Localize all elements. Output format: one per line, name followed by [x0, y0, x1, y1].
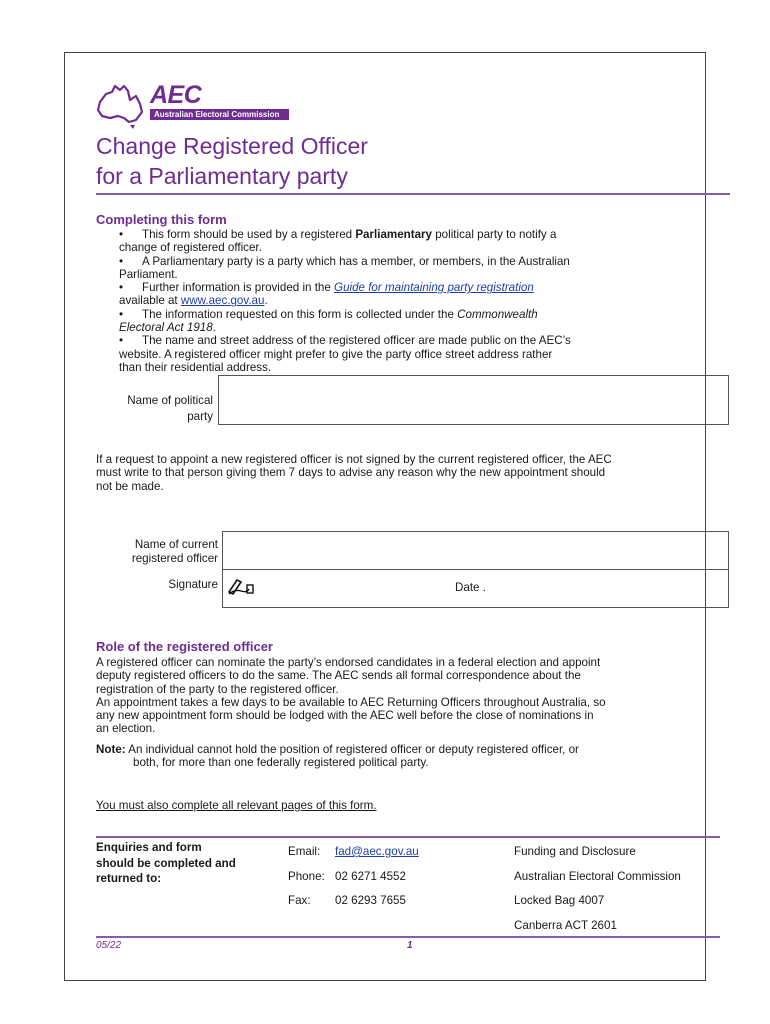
- role-paragraph: A registered officer can nominate the party’s endorsed candidates in a federal election and appoint deputy registered officers to do the same. The AEC sends all formal correspondence about the registration of the party to the registered officer. An appointment takes a few days to be available to AEC Returning Officers throughout Australia, so any new appointment form should be lodged with the AEC well before the close of nominations in an election.: [96, 656, 606, 736]
- current-officer-input[interactable]: [222, 531, 729, 570]
- footer-divider-bottom: [96, 936, 720, 938]
- contact-labels: [288, 840, 325, 914]
- email-label: Email:: [288, 845, 321, 858]
- role-heading: Role of the registered officer: [96, 639, 273, 654]
- list-item: Parliament.: [119, 267, 178, 281]
- logo-acronym: AEC: [150, 81, 202, 109]
- signature-field[interactable]: [222, 569, 729, 608]
- fax-value: 02 6293 7655: [335, 894, 406, 907]
- signature-label: Signature: [168, 578, 218, 591]
- list-item: available at www.aec.gov.au.: [119, 294, 268, 308]
- pen-signature-icon: [227, 576, 255, 596]
- title-line-1: Change Registered Officer: [96, 133, 368, 159]
- notice-paragraph: If a request to appoint a new registered officer is not signed by the current registered officer, the AEC must write to that person giving them 7 days to advise any reason why the new appointment should not be made.: [96, 453, 612, 493]
- list-item: Electoral Act 1918.: [119, 321, 216, 335]
- aec-website-link[interactable]: www.aec.gov.au: [180, 294, 265, 308]
- list-item: • A Parliamentary party is a party which has a member, or members, in the Australian: [119, 254, 570, 268]
- title-line-2: for a Parliamentary party: [96, 163, 348, 189]
- role-note: Note: An individual cannot hold the position of registered officer or deputy registered officer, or both, for more than one federally registered political party.: [96, 743, 579, 770]
- list-item: • The information requested on this form is collected under the Commonwealth: [119, 307, 538, 321]
- australia-map-icon: [96, 82, 146, 130]
- party-name-input[interactable]: [218, 375, 729, 425]
- list-item: • Further information is provided in the Guide for maintaining party registration: [119, 281, 534, 295]
- date-label: Date .: [455, 581, 486, 594]
- phone-label: Phone:: [288, 869, 325, 883]
- form-version: 05/22: [96, 940, 122, 951]
- list-item: change of registered officer.: [119, 241, 262, 255]
- page-title: [96, 131, 368, 191]
- postal-address: Funding and Disclosure Australian Electoral Commission Locked Bag 4007 Canberra ACT 2601: [514, 845, 681, 932]
- page-number: 1: [407, 940, 413, 951]
- logo-name: Australian Electoral Commission: [150, 109, 289, 120]
- enquiries-heading: Enquiries and form should be completed and returned to:: [96, 841, 236, 885]
- list-item: than their residential address.: [119, 360, 272, 374]
- completing-heading: Completing this form: [96, 212, 227, 227]
- current-officer-label: Name of current registered officer: [131, 538, 218, 565]
- contact-values: [335, 840, 419, 914]
- completing-bullet-list: [119, 228, 639, 374]
- aec-logo: [96, 82, 296, 130]
- list-item: • This form should be used by a registered Parliamentary political party to notify a: [119, 228, 557, 241]
- title-divider: [96, 193, 730, 195]
- party-name-label: Name of political party: [127, 394, 213, 423]
- guide-link[interactable]: Guide for maintaining party registration: [334, 281, 534, 295]
- fax-label: Fax:: [288, 894, 311, 907]
- list-item: • The name and street address of the registered officer are made public on the AEC’s: [119, 334, 571, 348]
- list-item: website. A registered officer might prefer to give the party office street address rather: [119, 347, 553, 361]
- phone-value: 02 6271 4552: [335, 869, 406, 883]
- email-link[interactable]: fad@aec.gov.au: [335, 845, 419, 858]
- complete-all-pages-note: You must also complete all relevant pages of this form.: [96, 799, 377, 812]
- footer-divider-top: [96, 836, 720, 838]
